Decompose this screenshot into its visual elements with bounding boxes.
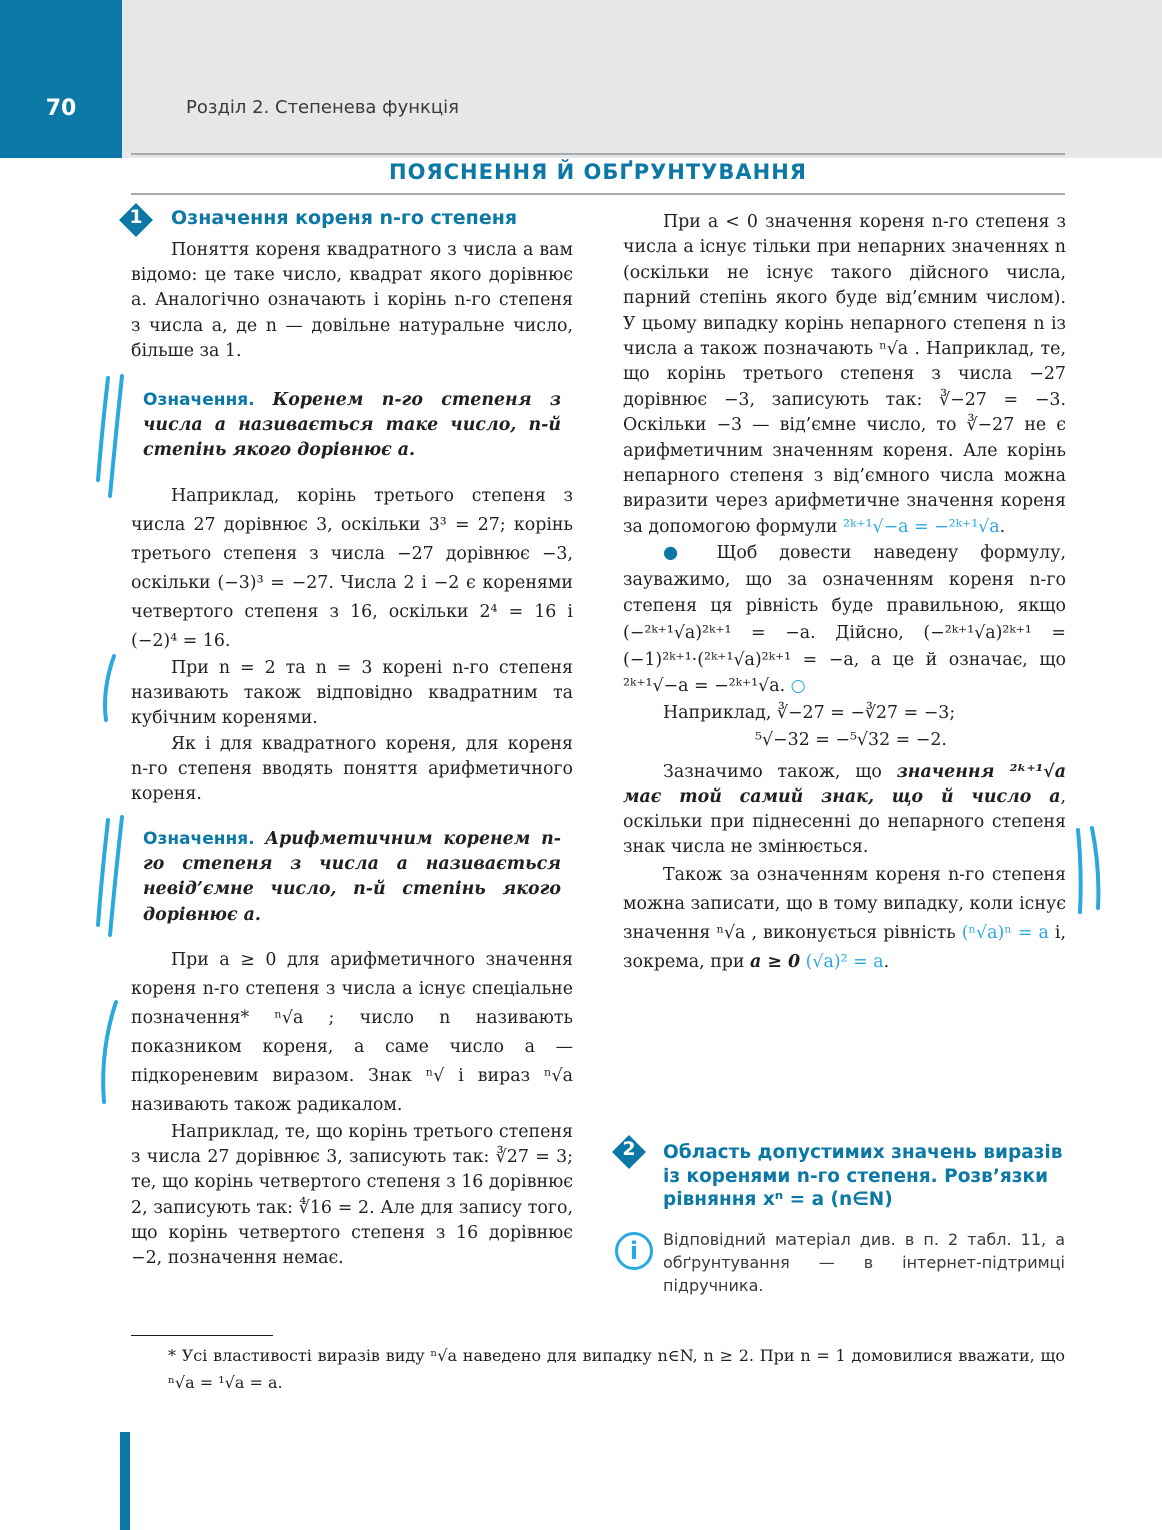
right-paragraph-1-text: При a < 0 значення кореня n-го степеня з числа a існує тільки при непарних значеннях n (оскільки не існує такого дійсного числа, парний степінь якого буде від’ємним числом). У цьому випадку корінь непарного степеня n із числа a також позначають ⁿ√a . Наприклад, те, що корінь третього степеня з числа −27 дорівнює −3, записують так: ∛−27 = −3. Оскільки −3 — від’ємне число, то ∛−27 не є арифметичним значенням кореня. Але корінь непарного степеня з від’ємного числа можна виразити через арифметичне значення кореня за допомогою формули (623, 212, 1066, 537)
footnote: * Усі властивості виразів виду ⁿ√a наведено для випадку n∈N, n ≥ 2. При n = 1 домовилися вважати, що ⁿ√a = ¹√a = a. (168, 1346, 1065, 1392)
right-paragraph-4-b: і, зокрема, при (623, 922, 1067, 972)
end-of-proof-icon: ○ (790, 676, 806, 697)
running-head: Розділ 2. Степенева функція (186, 97, 459, 118)
formula-proof: (−²ᵏ⁺¹√a)²ᵏ⁺¹ = (−1)²ᵏ⁺¹·(²ᵏ⁺¹√a)²ᵏ⁺¹ = −a (623, 623, 1067, 670)
right-paragraph-2: ● Щоб довести наведену формулу, зауважимо, що за означенням кореня n-го степеня ця рівність буде правильною, якщо (−²ᵏ⁺¹√a)²ᵏ⁺¹ = −a. Дійсно, (−²ᵏ⁺¹√a)²ᵏ⁺¹ = (−1)²ᵏ⁺¹·(²ᵏ⁺¹√a)²ᵏ⁺¹ = −a, а це й означає, що ²ᵏ⁺¹√−a = −²ᵏ⁺¹√a. ○ (623, 543, 1067, 697)
formula-check: (−²ᵏ⁺¹√a)²ᵏ⁺¹ = −a (623, 623, 811, 644)
bullet-icon: ● (663, 543, 695, 564)
right-paragraph-2-b: . Дійсно, (810, 623, 904, 644)
topic-2-heading-line-3: рівняння xⁿ = a (n∈N) (663, 1189, 893, 1210)
margin-mark-def1-a (98, 378, 108, 480)
topic-1-paragraph-4: Як і для квадратного кореня, для кореня n-го степеня вводять поняття арифметичного кореня. (131, 733, 573, 805)
margin-mark-def2-b (110, 817, 122, 935)
topic-1-heading: Означення кореня n-го степеня (171, 207, 518, 229)
formula-power-root: (ⁿ√a)ⁿ = a (961, 922, 1049, 943)
right-paragraph-4-d: . (883, 951, 890, 972)
topic-1-number: 1 (129, 206, 143, 228)
definition-1-label: Означення. (143, 390, 255, 410)
section-title: ПОЯСНЕННЯ Й ОБҐРУНТУВАННЯ (389, 160, 807, 184)
info-icon: i (615, 1232, 653, 1270)
topic-2-heading-line-2: із коренями n-го степеня. Розв’язки (663, 1165, 1049, 1187)
definition-2-label: Означення. (143, 829, 255, 849)
topic-1-paragraph-1: Поняття кореня квадратного з числа a вам відомо: це таке число, квадрат якого дорівнює a. Аналогічно означають і корінь n-го степеня з числа a, де n — довільне натуральне число, більше за 1. (131, 240, 573, 361)
topic-1-paragraph-3: При n = 2 та n = 3 корені n-го степеня називають також відповідно квадратним та кубічним коренями. (131, 658, 573, 729)
margin-mark-sign-a (1078, 830, 1081, 912)
topic-1-paragraph-5: При a ≥ 0 для арифметичного значення кореня n-го степеня з числа a існує спеціальне позначення* ⁿ√a ; число n називають показником кореня, а саме число a — підкореневим виразом. Знак ⁿ√ і вираз ⁿ√a називають також радикалом. (131, 950, 573, 1115)
margin-mark-sign-b (1092, 828, 1098, 908)
right-paragraph-3-c: , оскільки при піднесенні до непарного степеня знак числа не змінюється. (623, 787, 1066, 858)
right-paragraph-1: При a < 0 значення кореня n-го степеня з числа a існує тільки при непарних значеннях n (оскільки не існує такого дійсного числа, парний степінь якого буде від’ємним числом). У цьому випадку корінь непарного степеня n із числа a також позначають ⁿ√a . Наприклад, те, що корінь третього степеня з числа −27 дорівнює −3, записують так: ∛−27 = −3. Оскільки −3 — від’ємне число, то ∛−27 не є арифметичним значенням кореня. Але корінь непарного степеня з від’ємного числа можна виразити через арифметичне значення кореня за допомогою формули ²ᵏ⁺¹√−a = −²ᵏ⁺¹√a. (623, 212, 1066, 537)
definition-2-text: Арифметичним коренем n-го степеня з числа a називається невід’ємне число, n-й степінь якого дорівнює a. (143, 829, 562, 925)
topic-1-paragraph-6: Наприклад, те, що корінь третього степеня з числа 27 дорівнює 3, записують так: ∛27 = 3; те, що корінь четвертого степеня з 16 дорівнює 2, записують так: ∜16 = 2. Але для запису того, що корінь четвертого степеня з 16 дорівнює −2, позначення немає. (131, 1122, 574, 1269)
info-text: Відповідний матеріал див. в п. 2 табл. 11, а обґрунтування — в інтернет-підтримці підручника. (663, 1230, 1065, 1295)
margin-mark-def1-b (110, 376, 122, 496)
definition-1-text: Коренем n-го степеня з числа a називається таке число, n-й степінь якого дорівнює a. (143, 390, 561, 461)
right-paragraph-3-a: Зазначимо також, що (663, 761, 882, 782)
right-paragraph-4-a: Також за означенням кореня n-го степеня можна записати, що в тому випадку, коли існує значення ⁿ√a , виконується рівність (623, 864, 1066, 943)
right-paragraph-2-c: , а це й означає, що (853, 649, 1066, 670)
right-paragraph-4-c: a ≥ 0 (750, 951, 801, 972)
example-label: Наприклад, (663, 702, 772, 723)
formula-result: ²ᵏ⁺¹√−a = −²ᵏ⁺¹√a (623, 676, 780, 697)
example-1: ∛−27 = −∛27 = −3; (776, 702, 956, 723)
topic-2-number: 2 (622, 1138, 636, 1160)
margin-mark-def2-a (98, 820, 108, 925)
topic-1-paragraph-2: Наприклад, корінь третього степеня з числа 27 дорівнює 3, оскільки 3³ = 27; корінь третього степеня з числа −27 дорівнює −3, оскільки (−3)³ = −27. Числа 2 і −2 є коренями четвертого степеня з 16, оскільки 2⁴ = 16 і (−2)⁴ = 16. (131, 486, 573, 651)
formula-odd-root: ²ᵏ⁺¹√−a = −²ᵏ⁺¹√a (843, 516, 1000, 537)
right-paragraph-2-text: Щоб довести наведену формулу, зауважимо, що за означенням кореня n-го степеня ця рівність буде правильною, якщо (623, 543, 1066, 617)
right-paragraph-3-b: значення ²ᵏ⁺¹√a має той самий знак, що й число a (623, 761, 1067, 808)
margin-mark-terms (105, 656, 114, 720)
formula-square-root: (√a)² = a (805, 951, 884, 972)
topic-2-heading-line-1: Область допустимих значень виразів (663, 1142, 1063, 1163)
page-number: 70 (45, 96, 77, 121)
margin-mark-notation (103, 1002, 116, 1102)
example-2: ⁵√−32 = −⁵√32 = −2. (755, 729, 947, 750)
